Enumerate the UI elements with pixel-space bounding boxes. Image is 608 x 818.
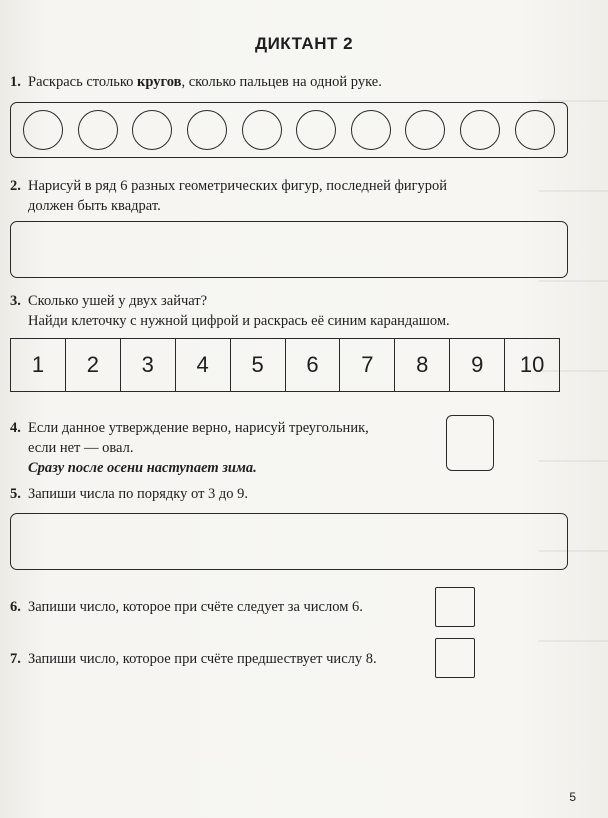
question-4-number: 4. bbox=[10, 420, 21, 436]
question-1-text-bold: кругов bbox=[137, 74, 182, 90]
question-1 bbox=[10, 72, 382, 92]
circle-10[interactable] bbox=[515, 110, 555, 150]
question-2-line-1: Нарисуй в ряд 6 разных геометрических фигур, последней фигурой bbox=[28, 178, 448, 194]
question-5 bbox=[10, 484, 248, 504]
question-7-text: Запиши число, которое при счёте предшествует числу 8. bbox=[28, 651, 377, 667]
number-cell-5[interactable]: 5 bbox=[231, 339, 286, 391]
circle-9[interactable] bbox=[460, 110, 500, 150]
circle-8[interactable] bbox=[405, 110, 445, 150]
question-3-number: 3. bbox=[10, 293, 21, 309]
number-cell-6[interactable]: 6 bbox=[286, 339, 341, 391]
circle-4[interactable] bbox=[187, 110, 227, 150]
number-cell-4[interactable]: 4 bbox=[176, 339, 231, 391]
circle-3[interactable] bbox=[132, 110, 172, 150]
question-2-number: 2. bbox=[10, 178, 21, 194]
number-grid bbox=[10, 338, 560, 392]
circle-7[interactable] bbox=[351, 110, 391, 150]
numbers-writing-box[interactable] bbox=[10, 513, 568, 570]
question-3 bbox=[10, 291, 450, 331]
circle-6[interactable] bbox=[296, 110, 336, 150]
question-2 bbox=[10, 176, 447, 216]
question-1-text-after: , сколько пальцев на одной руке. bbox=[181, 74, 382, 90]
question-6-number: 6. bbox=[10, 599, 21, 615]
answer-square-7[interactable] bbox=[435, 638, 475, 678]
question-6 bbox=[10, 597, 363, 617]
question-4-line-1: Если данное утверждение верно, нарисуй треугольник, bbox=[28, 420, 369, 436]
number-cell-10[interactable]: 10 bbox=[519, 352, 545, 377]
number-cell-3[interactable]: 3 bbox=[121, 339, 176, 391]
answer-square-4[interactable] bbox=[446, 415, 494, 471]
number-cell-9[interactable]: 9 bbox=[450, 339, 505, 391]
answer-square-6[interactable] bbox=[435, 587, 475, 627]
question-4-line-2: если нет — овал. bbox=[28, 440, 134, 456]
question-3-line-1: Сколько ушей у двух зайчат? bbox=[28, 293, 208, 309]
circles-row bbox=[10, 102, 568, 158]
question-4 bbox=[10, 418, 369, 478]
question-3-line-2: Найди клеточку с нужной цифрой и раскрась её синим карандашом. bbox=[28, 313, 450, 329]
number-cell-2[interactable]: 2 bbox=[66, 339, 121, 391]
page-number: 5 bbox=[569, 790, 576, 804]
question-1-number: 1. bbox=[10, 74, 21, 90]
question-4-statement: Сразу после осени наступает зима. bbox=[28, 460, 257, 476]
number-cell-8[interactable]: 8 bbox=[395, 339, 450, 391]
page-title: ДИКТАНТ 2 bbox=[254, 34, 354, 53]
question-5-number: 5. bbox=[10, 486, 21, 502]
question-7-number: 7. bbox=[10, 651, 21, 667]
question-5-text: Запиши числа по порядку от 3 до 9. bbox=[28, 486, 249, 502]
circle-1[interactable] bbox=[23, 110, 63, 150]
question-2-line-2: должен быть квадрат. bbox=[28, 198, 161, 214]
shapes-drawing-box[interactable] bbox=[10, 221, 568, 278]
circle-2[interactable] bbox=[78, 110, 118, 150]
number-cell-7[interactable]: 7 bbox=[340, 339, 395, 391]
circle-5[interactable] bbox=[242, 110, 282, 150]
number-cell-1[interactable]: 1 bbox=[11, 339, 66, 391]
question-7 bbox=[10, 649, 377, 669]
question-6-text: Запиши число, которое при счёте следует за числом 6. bbox=[28, 599, 363, 615]
question-1-text-before: Раскрась столько bbox=[28, 74, 138, 90]
